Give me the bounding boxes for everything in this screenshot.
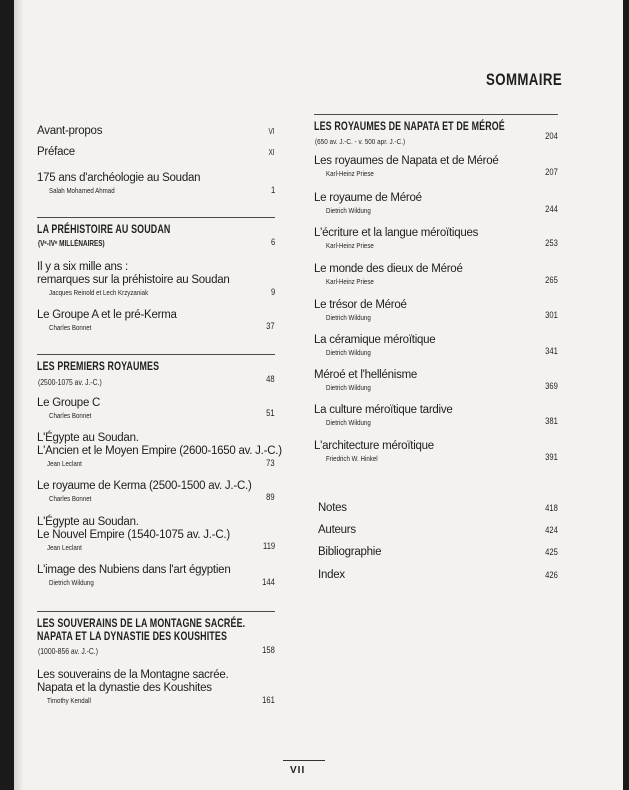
entry-page: 301 [545, 310, 558, 321]
entry-author: Charles Bonnet [49, 323, 92, 332]
entry-page: 161 [262, 695, 275, 706]
section-title: LES ROYAUMES DE NAPATA ET DE MÉROÉ [314, 119, 505, 133]
entry-page: XI [268, 148, 275, 157]
toc-entry-hellenisme[interactable] [314, 369, 558, 393]
entry-page: 204 [545, 131, 558, 142]
toc-section-prehistoire[interactable] [37, 223, 275, 249]
section-dates: (Vᵉ-IVᵉ MILLÉNAIRES) [38, 239, 105, 248]
entry-title-line2: Napata et la dynastie des Koushites [37, 682, 212, 694]
entry-author: Dietrich Wildung [326, 206, 371, 215]
entry-title: L'image des Nubiens dans l'art égyptien [37, 564, 231, 576]
entry-page: 424 [545, 525, 558, 536]
entry-page: 119 [262, 541, 275, 552]
toc-entry-groupe-c[interactable] [37, 397, 275, 421]
toc-entry-six-mille-ans[interactable] [37, 261, 275, 298]
entry-page: 89 [266, 492, 275, 503]
entry-author: Jean Leclant [47, 543, 82, 552]
toc-section-souverains[interactable] [37, 617, 275, 657]
entry-author: Dietrich Wildung [326, 313, 371, 322]
entry-title: La culture méroïtique tardive [314, 404, 453, 416]
entry-page: 244 [545, 204, 558, 215]
toc-entry-royaumes-napata-meroe[interactable] [314, 155, 558, 179]
toc-entry-souverains-kendall[interactable] [37, 669, 275, 706]
entry-page: 51 [266, 408, 275, 419]
entry-page: 144 [262, 577, 275, 588]
entry-title: Le trésor de Méroé [314, 299, 407, 311]
entry-title-line1: Il y a six mille ans : [37, 261, 128, 273]
entry-page: 391 [545, 452, 558, 463]
entry-author: Timothy Kendall [47, 696, 91, 705]
entry-author: Dietrich Wildung [49, 578, 94, 587]
toc-entry-kerma[interactable] [37, 480, 275, 504]
entry-page: 37 [266, 321, 275, 332]
entry-title: Préface [37, 146, 75, 158]
entry-author: Jean Leclant [47, 459, 82, 468]
entry-author: Friedrich W. Hinkel [326, 454, 378, 463]
entry-author: Karl-Heinz Priese [326, 241, 374, 250]
entry-page: 418 [545, 503, 558, 514]
entry-title: Le monde des dieux de Méroé [314, 263, 463, 275]
entry-title: Le royaume de Kerma (2500-1500 av. J.-C.) [37, 480, 252, 492]
entry-author: Salah Mohamed Ahmad [49, 186, 115, 195]
entry-title: La céramique méroïtique [314, 334, 436, 346]
toc-entry-preface[interactable] [37, 146, 275, 159]
entry-page: 341 [545, 346, 558, 357]
toc-entry-architecture[interactable] [314, 440, 558, 464]
section-dates: (1000-856 av. J.-C.) [38, 647, 98, 656]
toc-entry-groupe-a[interactable] [37, 309, 275, 333]
toc-entry-notes[interactable] [314, 502, 558, 515]
section-dates: (650 av. J.-C. - v. 500 apr. J.-C.) [315, 137, 406, 146]
page-gutter-shadow [14, 0, 24, 790]
entry-title: L'écriture et la langue méroïtiques [314, 227, 479, 239]
section-dates: (2500-1075 av. J.-C.) [38, 378, 102, 387]
toc-entry-egypte-nouvel-empire[interactable] [37, 516, 275, 553]
entry-title-line2: remarques sur la préhistoire au Soudan [37, 274, 230, 286]
entry-title: Index [318, 569, 345, 581]
entry-author: Dietrich Wildung [326, 418, 371, 427]
entry-title: Le royaume de Méroé [314, 192, 422, 204]
entry-author: Dietrich Wildung [326, 348, 371, 357]
entry-title-line1: L'Égypte au Soudan. [37, 432, 139, 444]
toc-entry-auteurs[interactable] [314, 524, 558, 537]
entry-page: 207 [545, 167, 558, 178]
entry-author: Karl-Heinz Priese [326, 277, 374, 286]
section-rule [37, 354, 275, 355]
toc-entry-ecriture-langue[interactable] [314, 227, 558, 251]
toc-entry-egypte-ancien-moyen[interactable] [37, 432, 282, 469]
entry-title: Avant-propos [37, 125, 103, 137]
folio-rule [283, 760, 325, 761]
entry-title: 175 ans d'archéologie au Soudan [37, 172, 201, 184]
page-title: SOMMAIRE [486, 70, 563, 89]
section-title-line2: NAPATA ET LA DYNASTIE DES KOUSHITES [37, 629, 228, 643]
toc-entry-image-nubiens[interactable] [37, 564, 275, 588]
entry-title: Le Groupe A et le pré-Kerma [37, 309, 177, 321]
toc-section-royaumes-napata-meroe[interactable] [314, 120, 558, 147]
entry-page: 158 [262, 645, 275, 656]
entry-page: VI [268, 127, 275, 136]
entry-page: 426 [545, 570, 558, 581]
entry-title: L'architecture méroïtique [314, 440, 434, 452]
section-title-line1: LES SOUVERAINS DE LA MONTAGNE SACRÉE. [37, 616, 246, 630]
toc-section-premiers-royaumes[interactable] [37, 360, 275, 388]
toc-entry-bibliographie[interactable] [314, 546, 558, 559]
entry-title-line1: L'Égypte au Soudan. [37, 516, 139, 528]
toc-entry-monde-dieux[interactable] [314, 263, 558, 287]
entry-page: 425 [545, 547, 558, 558]
section-rule [37, 217, 275, 218]
entry-author: Charles Bonnet [49, 411, 92, 420]
page-number: VII [290, 765, 306, 776]
entry-author: Karl-Heinz Priese [326, 169, 374, 178]
entry-title: Notes [318, 502, 347, 514]
entry-page: 6 [270, 237, 275, 248]
toc-entry-royaume-meroe[interactable] [314, 192, 558, 216]
entry-title-line2: L'Ancien et le Moyen Empire (2600-1650 av. J.-C.) [37, 445, 282, 457]
entry-title: Méroé et l'hellénisme [314, 369, 418, 381]
entry-title: Les royaumes de Napata et de Méroé [314, 155, 499, 167]
toc-entry-175-ans[interactable] [37, 172, 275, 196]
entry-page: 265 [545, 275, 558, 286]
entry-page: 9 [270, 287, 275, 298]
entry-title: Auteurs [318, 524, 356, 536]
entry-page: 73 [266, 458, 275, 469]
entry-page: 381 [545, 416, 558, 427]
entry-page: 253 [545, 238, 558, 249]
toc-entry-culture-tardive[interactable] [314, 404, 558, 428]
entry-title: Bibliographie [318, 546, 382, 558]
entry-author: Charles Bonnet [49, 494, 92, 503]
section-title: LES PREMIERS ROYAUMES [37, 359, 160, 373]
entry-title: Le Groupe C [37, 397, 101, 409]
toc-entry-avant-propos[interactable] [37, 125, 275, 138]
entry-page: 1 [270, 185, 275, 196]
section-title: LA PRÉHISTOIRE AU SOUDAN [37, 222, 171, 236]
toc-entry-ceramique[interactable] [314, 334, 558, 358]
toc-entry-tresor-meroe[interactable] [314, 299, 558, 323]
entry-title-line1: Les souverains de la Montagne sacrée. [37, 669, 229, 681]
section-rule [37, 611, 275, 612]
entry-author: Dietrich Wildung [326, 383, 371, 392]
entry-page: 48 [266, 374, 275, 385]
entry-page: 369 [545, 381, 558, 392]
entry-author: Jacques Reinold et Lech Krzyzaniak [49, 288, 149, 297]
entry-title-line2: Le Nouvel Empire (1540-1075 av. J.-C.) [37, 529, 230, 541]
toc-entry-index[interactable] [314, 569, 558, 582]
section-rule [314, 114, 558, 115]
